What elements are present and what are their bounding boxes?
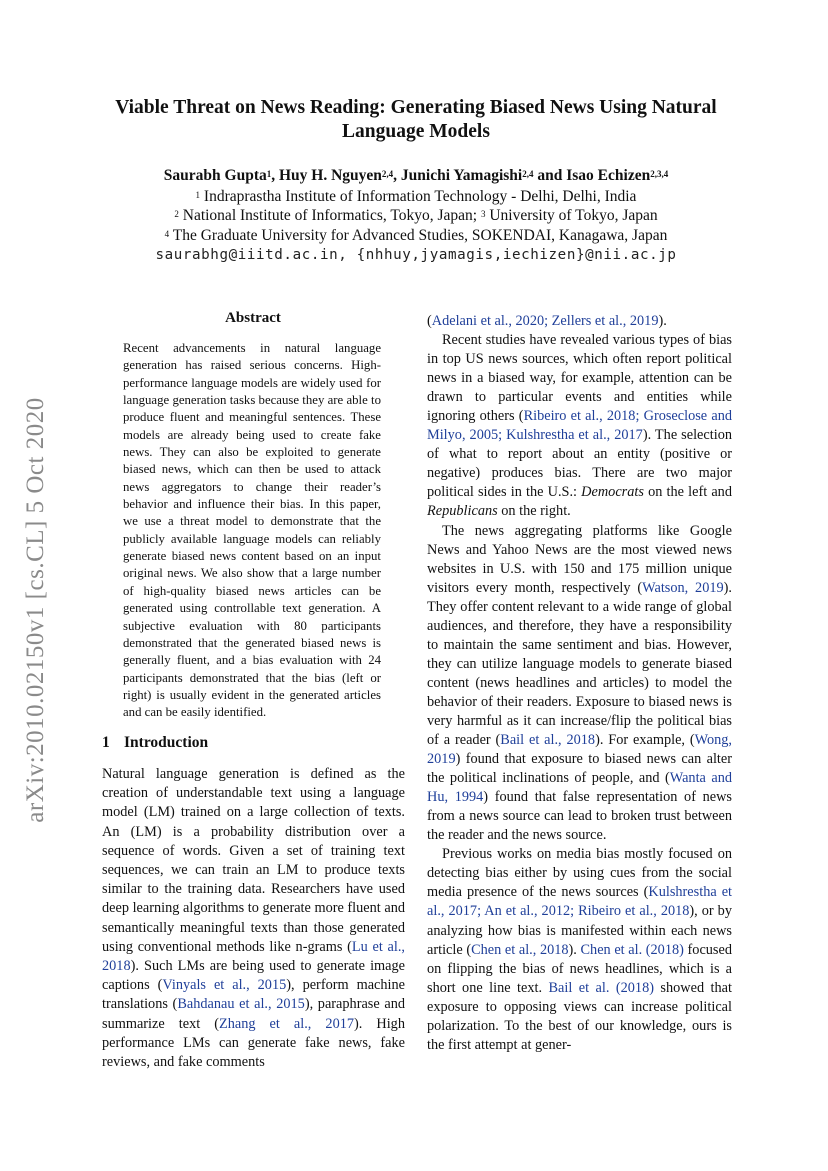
aggregator-paragraph [427, 522, 732, 846]
body-text: The news aggregating platforms like Google News and Yahoo News are the most viewed news websites in U.S. with 150 and 175 million unique visitors every month, respectively ( [427, 522, 732, 596]
abstract-heading: Abstract [225, 310, 281, 326]
author-name: Junichi Yamagishi [400, 167, 523, 184]
affiliation-text: The Graduate University for Advanced Studies, SOKENDAI, Kanagawa, Japan [172, 227, 668, 244]
body-text: ), paraphrase and summarize text ( [102, 996, 405, 1032]
body-text: on the right. [497, 503, 571, 520]
author-affil-mark: 2,3,4 [650, 169, 669, 179]
citation-link[interactable]: Adelani et al., 2020; Zellers et al., 2019 [431, 313, 659, 329]
continued-paragraph [427, 312, 732, 331]
affiliation-line-2 [100, 206, 732, 226]
citation-link[interactable]: Wong, 2019 [427, 732, 732, 768]
affiliation-text: Indraprastha Institute of Information Technology - Delhi, Delhi, India [203, 188, 637, 205]
citation-link[interactable]: Kulshrestha et al., 2017; An et al., 2012; Ribeiro et al., 2018 [427, 884, 733, 920]
citation-link[interactable]: Wanta and Hu, 1994 [427, 770, 732, 806]
citation-link[interactable]: Zhang et al., 2017 [219, 1015, 355, 1032]
arxiv-sidebar-stamp [14, 370, 58, 850]
affil-mark: 3 [480, 209, 486, 219]
body-text: ). [658, 313, 667, 329]
affil-mark: 4 [164, 229, 170, 239]
section-title: Introduction [124, 734, 209, 751]
body-text: focused on flipping the bias of news headlines, which is a short one line text. [427, 941, 732, 996]
citation-link[interactable]: Watson, 2019 [642, 579, 724, 596]
arxiv-identifier: arXiv:2010.02150v1 [cs.CL] 5 Oct 2020 [22, 397, 49, 823]
author-name: Saurabh Gupta [163, 167, 267, 184]
body-text: showed that exposure to opposing views can increase political polarization. To the best of our knowledge, ours is the first attempt at gener- [427, 979, 732, 1053]
body-text: ). [568, 941, 581, 958]
intro-right-column [427, 312, 732, 1055]
title-line-1: Viable Threat on News Reading: Generating Biased News Using Natural [115, 97, 717, 118]
title-line-2: Language Models [342, 121, 490, 142]
intro-paragraph [102, 765, 405, 1072]
affil-mark: 1 [195, 190, 201, 200]
abstract-text: Recent advancements in natural language generation has raised serious concerns. High-performance language models are widely used for language generation tasks because they are able to produce fluent and meaningful sentences. These models are already being used to create fake news. They can also be exploited to generate biased news, which can then be used to attack news aggregators to change their reader’s behavior and influence their bias. In this paper, we use a threat model to demonstrate that the publicly available language models can reliably generate biased news content based on an input original news. We also show that a large number of high-quality biased news articles can be generated using controllable text generation. A subjective evaluation with 80 participants demonstrated that the generated biased news is generally fluent, and a bias evaluation with 24 participants demonstrated that the bias (left or right) is usually evident in the generated articles and can be easily identified. [123, 341, 381, 720]
bias-paragraph [427, 331, 732, 521]
affiliation-line-3 [100, 226, 732, 246]
author-affil-mark: 2,4 [522, 169, 534, 179]
affiliation-text: University of Tokyo, Japan [489, 207, 658, 224]
body-text: ( [427, 313, 432, 329]
body-text: Natural language generation is defined as the creation of understandable text using a language model (LM) trained on a large collection of texts. An (LM) is a probability distribution over a sequence of words. Given a set of training text sequences, we can train an LM to produce texts similar to the training data. Researchers have used deep learning algorithms to generate more fluent and semantically meaningful texts than those generated using conventional methods like n-grams ( [102, 766, 405, 955]
paper-title [100, 96, 732, 144]
body-text: ). For example, ( [595, 732, 695, 749]
author-emails: saurabhg@iiitd.ac.in, {nhhuy,jyamagis,iechizen}@nii.ac.jp [155, 247, 677, 263]
body-text: ) found that exposure to biased news can alter the political inclinations of people, and ( [427, 751, 732, 787]
body-text: Previous works on media bias mostly focused on detecting bias either by using cues from the social media presence of the news sources ( [427, 846, 732, 901]
citation-link[interactable]: Chen et al. (2018) [580, 941, 684, 958]
body-text: ). The selection of what to report about an entity (positive or negative) produces bias. There are two major political sides in the U.S.: [427, 427, 732, 501]
body-text: on the left and [643, 484, 732, 501]
citation-link[interactable]: Vinyals et al., 2015 [162, 977, 287, 994]
affil-mark: 2 [174, 209, 179, 219]
affiliation-text: National Institute of Informatics, Tokyo, Japan; [182, 207, 478, 224]
author-conjunction: and [537, 167, 563, 184]
previous-work-paragraph [427, 845, 732, 1055]
intro-left-column [102, 765, 405, 1072]
citation-link[interactable]: Lu et al., 2018 [102, 938, 405, 975]
citation-link[interactable]: Ribeiro et al., 2018; Groseclose and Milyo, 2005; Kulshrestha et al., 2017 [427, 408, 732, 444]
section-heading [102, 734, 208, 752]
body-text: ), perform machine translations ( [102, 977, 405, 1013]
affiliation-line-1 [100, 187, 732, 207]
author-affil-mark: 1 [266, 169, 272, 179]
author-name: Huy H. Nguyen [278, 167, 382, 184]
citation-link[interactable]: Bahdanau et al., 2015 [177, 996, 305, 1013]
section-number: 1 [102, 734, 110, 751]
author-affil-mark: 2,4 [381, 169, 394, 179]
body-text: ). Such LMs are being used to generate image captions ( [102, 958, 405, 994]
citation-link[interactable]: Bail et al. (2018) [548, 979, 654, 996]
body-text: ). High performance LMs can generate fake news, fake reviews, and fake comments [102, 1015, 405, 1071]
body-text: ), or by analyzing how bias is manifested within each news article ( [427, 903, 732, 958]
body-text: ). They offer content relevant to a wide range of global audiences, and therefore, they have a responsibility to maintain the same sentiment and bias. However, they can utilize language models to generate biased content (news headlines and articles) to model the behavior of their readers. Exposure to biased news is very harmful as it can increase/flip the political bias of a reader ( [427, 579, 732, 749]
emphasis-text: Republicans [427, 503, 498, 520]
emphasis-text: Democrats [581, 484, 644, 501]
body-text: Recent studies have revealed various types of bias in top US news sources, which often report political news in a biased way, for example, attention can be drawn to particular events and entities while ignoring others ( [427, 332, 732, 425]
citation-link[interactable]: Bail et al., 2018 [500, 732, 596, 749]
author-list: Saurabh Gupta$^1$, Huy H. Nguyen$^{2,4}$, Junichi Yamagishi$^{2,4}$ and Isao Echizen$^{2,3,4}$ [163, 167, 669, 184]
body-text: ) found that false representation of news from a news source can lead to broken trust between the reader and the news source. [427, 789, 732, 844]
citation-link[interactable]: Chen et al., 2018 [471, 941, 569, 958]
author-name: Isao Echizen [566, 167, 651, 184]
